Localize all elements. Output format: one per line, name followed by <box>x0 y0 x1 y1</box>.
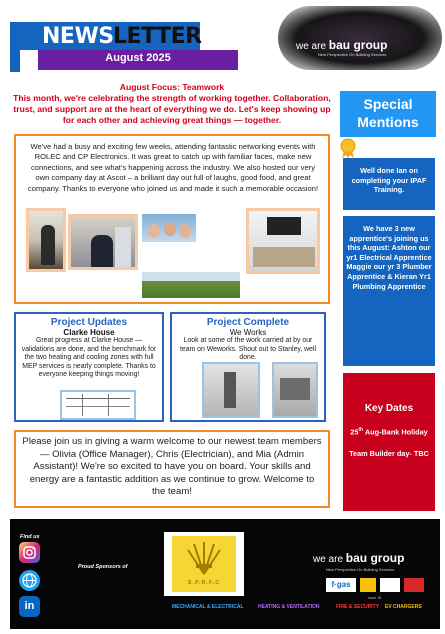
award-badge-icon <box>339 138 357 158</box>
project-complete-title: Project Complete <box>206 317 290 328</box>
certification-badge-3 <box>380 578 400 592</box>
photo-event-2 <box>68 214 138 270</box>
logo-tagline: New Perspective On Building Services <box>318 52 387 57</box>
issue-number: Issue 18 <box>368 596 382 600</box>
service-ev-chargers: EV CHARGERS <box>385 604 422 610</box>
title-accent-bar <box>10 22 20 72</box>
project-complete-subtitle: We Works <box>229 328 267 337</box>
mention-apprentices-text: We have 3 new apprentice's joining us this August: Ashton our yr1 Electrical Apprentice Maggie our yr 3 Plumber Apprentice & Kieran Yr1 Plumbing Apprentice <box>346 224 432 291</box>
instagram-icon[interactable] <box>19 542 40 563</box>
photo-team-selfie <box>142 214 196 242</box>
footer-logo-tagline: New Perspective On Building Services <box>326 567 395 572</box>
photo-floor-plan <box>60 390 136 420</box>
website-globe-icon[interactable] <box>19 570 40 591</box>
project-updates-subtitle: Clarke House <box>63 328 115 337</box>
title-letter: LETTER <box>113 24 202 49</box>
mention-apprentices <box>343 216 435 366</box>
issue-month: August 2025 <box>105 52 171 64</box>
club-initials: S.P.R.F.C <box>187 580 221 586</box>
photo-event-1 <box>26 208 66 272</box>
focus-section <box>8 82 336 126</box>
welcome-box <box>14 430 330 508</box>
photo-weworks-1 <box>202 362 260 418</box>
mention-ipaf <box>343 158 435 210</box>
key-dates-box <box>343 373 435 511</box>
club-crest <box>172 536 236 592</box>
footer-company-logo: we are bau group <box>313 551 405 565</box>
project-updates-title: Project Updates <box>50 317 128 328</box>
title-news: NEWS <box>42 24 114 49</box>
certification-badge-2 <box>360 578 376 592</box>
photo-weworks-2 <box>272 362 318 418</box>
fgas-certification-logo: f·gas <box>326 578 356 592</box>
mention-ipaf-text: Well done Ian on completing your IPAF Training. <box>351 166 427 195</box>
focus-title: August Focus: Teamwork <box>119 82 225 92</box>
linkedin-icon[interactable]: in <box>19 596 40 617</box>
project-updates-text: Great progress at Clarke House — validations are done, and the benchmark for the two heating and cooling zones with full MEP services is nearly complete. Thanks to everyone keeping things moving! <box>21 337 157 379</box>
logo-text: we are bau group <box>296 38 388 52</box>
sponsors-label: Proud Sponsors of <box>78 564 128 570</box>
project-complete-text: Look at some of the work carried at by our team on Weworks. Shout out to Stanley, well done. <box>179 337 317 362</box>
photo-ascot-field <box>142 272 240 298</box>
service-mechanical-electrical: MECHANICAL & ELECTRICAL <box>172 604 244 610</box>
project-updates-box <box>14 312 164 422</box>
key-date-bank-holiday: 25th Aug-Bank Holiday <box>350 427 428 437</box>
find-us-label: Find us <box>20 534 40 540</box>
service-fire-security: FIRE & SECURITY <box>336 604 380 610</box>
service-heating-ventilation: HEATING & VENTILATION <box>258 604 320 610</box>
project-complete-box <box>170 312 326 422</box>
key-date-team-builder: Team Builder day- TBC <box>349 449 429 459</box>
certification-badge-4 <box>404 578 424 592</box>
welcome-text: Please join us in giving a warm welcome to our newest team members — Olivia (Office Manager), Chris (Electrician), and Mia (Admin Assistant)! We're so excited to have you on board. Your skills and energy are a fantastic addition as we continue to grow. Welcome to the team! <box>22 436 322 498</box>
special-mentions-title: Special Mentions <box>357 96 419 130</box>
news-story-text: We've had a busy and exciting few weeks, attending fantastic networking events with ROLEC and CP Electronics. It was great to catch up with familiar faces, make new connections, and see what's happening across the industry. We also hosted our very own company day at Ascot – a brilliant day out full of laughs, good food, and great company. Thanks to everyone who joined us and made it such a memorable occasion! <box>27 142 319 193</box>
key-dates-title: Key Dates <box>364 403 414 414</box>
photo-meeting-room <box>246 208 320 274</box>
sponsor-club-logo <box>164 532 244 596</box>
focus-text: This month, we're celebrating the strength of working together. Collaboration, trust, and support are at the heart of everything we do. Let's keep showing up for each other and achieving great things — together. <box>13 93 331 125</box>
